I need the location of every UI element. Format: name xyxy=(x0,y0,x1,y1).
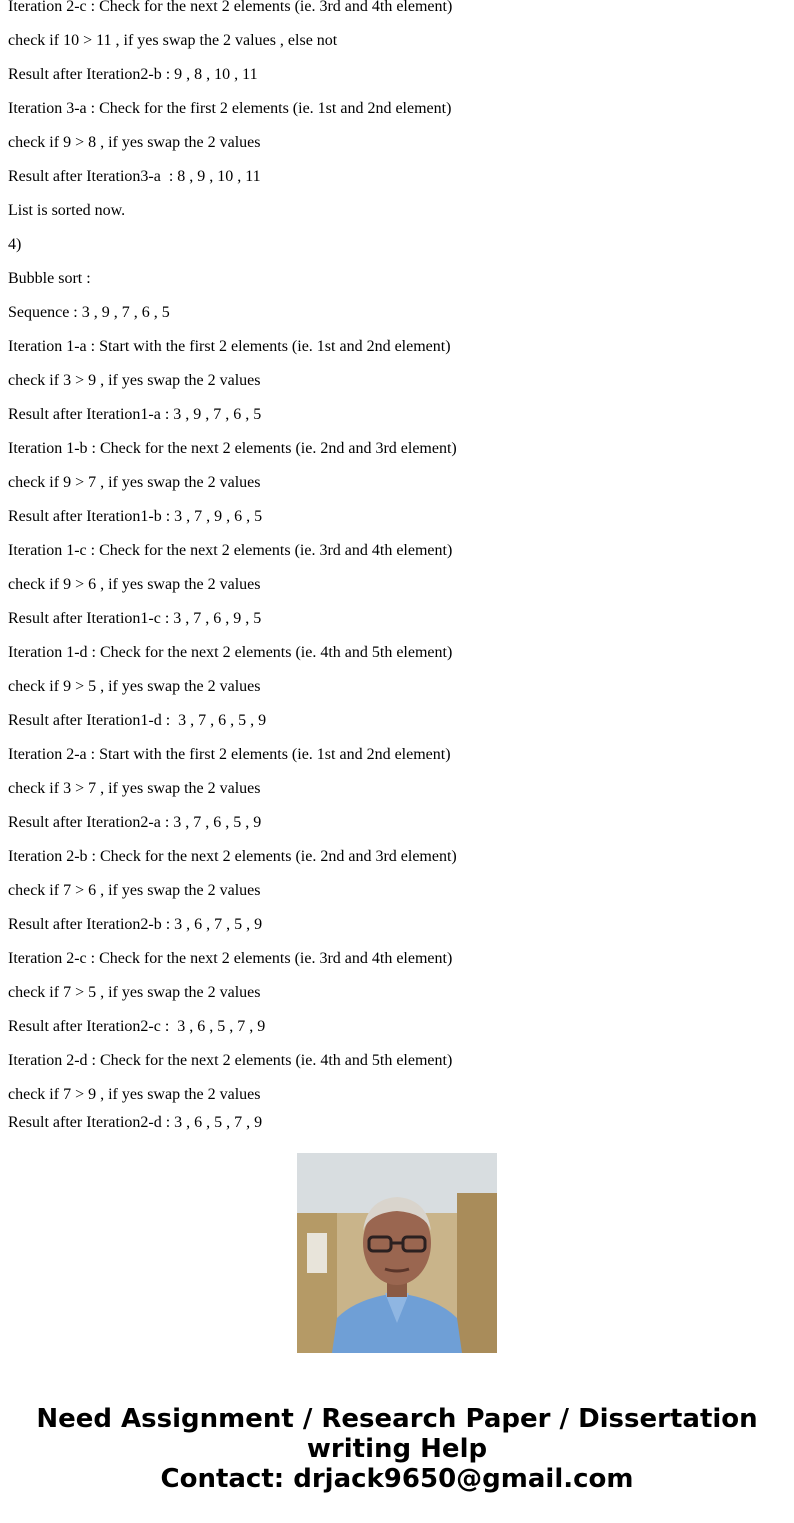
doc-line: Result after Iteration2-d : 3 , 6 , 5 , 7 , 9 xyxy=(8,1114,263,1131)
doc-line: check if 9 > 6 , if yes swap the 2 values xyxy=(8,576,261,593)
doc-line: check if 3 > 7 , if yes swap the 2 values xyxy=(8,780,261,797)
doc-line: Iteration 2-c : Check for the next 2 elements (ie. 3rd and 4th element) xyxy=(8,950,453,967)
doc-line: Iteration 1-a : Start with the first 2 elements (ie. 1st and 2nd element) xyxy=(8,338,451,355)
doc-line: Iteration 1-d : Check for the next 2 elements (ie. 4th and 5th element) xyxy=(8,644,453,661)
doc-line: Iteration 2-d : Check for the next 2 elements (ie. 4th and 5th element) xyxy=(8,1052,453,1069)
doc-line: Iteration 3-a : Check for the first 2 elements (ie. 1st and 2nd element) xyxy=(8,100,452,117)
author-avatar xyxy=(297,1153,497,1353)
doc-line: Sequence : 3 , 9 , 7 , 6 , 5 xyxy=(8,304,170,321)
doc-line: Result after Iteration1-d : 3 , 7 , 6 , 5 , 9 xyxy=(8,712,267,729)
doc-line: Result after Iteration2-b : 9 , 8 , 10 , 11 xyxy=(8,66,258,83)
doc-line: check if 7 > 6 , if yes swap the 2 values xyxy=(8,882,261,899)
doc-line: List is sorted now. xyxy=(8,202,126,219)
doc-line: check if 9 > 8 , if yes swap the 2 values xyxy=(8,134,261,151)
doc-line: Result after Iteration1-a : 3 , 9 , 7 , 6 , 5 xyxy=(8,406,262,423)
doc-line: Result after Iteration3-a : 8 , 9 , 10 , 11 xyxy=(8,168,261,185)
doc-line: check if 7 > 9 , if yes swap the 2 values xyxy=(8,1086,261,1103)
doc-line: check if 7 > 5 , if yes swap the 2 values xyxy=(8,984,261,1001)
doc-line: check if 10 > 11 , if yes swap the 2 values , else not xyxy=(8,32,338,49)
doc-line: Iteration 1-c : Check for the next 2 elements (ie. 3rd and 4th element) xyxy=(8,542,453,559)
doc-line: Iteration 1-b : Check for the next 2 elements (ie. 2nd and 3rd element) xyxy=(8,440,457,457)
promo-contact: Contact: drjack9650@gmail.com xyxy=(160,1464,634,1494)
doc-line: Iteration 2-a : Start with the first 2 elements (ie. 1st and 2nd element) xyxy=(8,746,451,763)
doc-line: Bubble sort : xyxy=(8,270,91,287)
person-photo-icon xyxy=(297,1153,497,1353)
doc-line: Result after Iteration2-c : 3 , 6 , 5 , 7 , 9 xyxy=(8,1018,266,1035)
doc-line: Iteration 2-c : Check for the next 2 elements (ie. 3rd and 4th element) xyxy=(8,0,453,15)
doc-line: Result after Iteration1-c : 3 , 7 , 6 , 9 , 5 xyxy=(8,610,262,627)
doc-line: check if 9 > 5 , if yes swap the 2 values xyxy=(8,678,261,695)
doc-line: 4) xyxy=(8,236,22,253)
promo-headline: Need Assignment / Research Paper / Dissertation writing Help xyxy=(36,1404,758,1464)
doc-line: Iteration 2-b : Check for the next 2 elements (ie. 2nd and 3rd element) xyxy=(8,848,457,865)
doc-line: check if 3 > 9 , if yes swap the 2 values xyxy=(8,372,261,389)
doc-line: Result after Iteration2-b : 3 , 6 , 7 , 5 , 9 xyxy=(8,916,263,933)
doc-line: Result after Iteration1-b : 3 , 7 , 9 , 6 , 5 xyxy=(8,508,263,525)
doc-line: check if 9 > 7 , if yes swap the 2 values xyxy=(8,474,261,491)
doc-line: Result after Iteration2-a : 3 , 7 , 6 , 5 , 9 xyxy=(8,814,262,831)
